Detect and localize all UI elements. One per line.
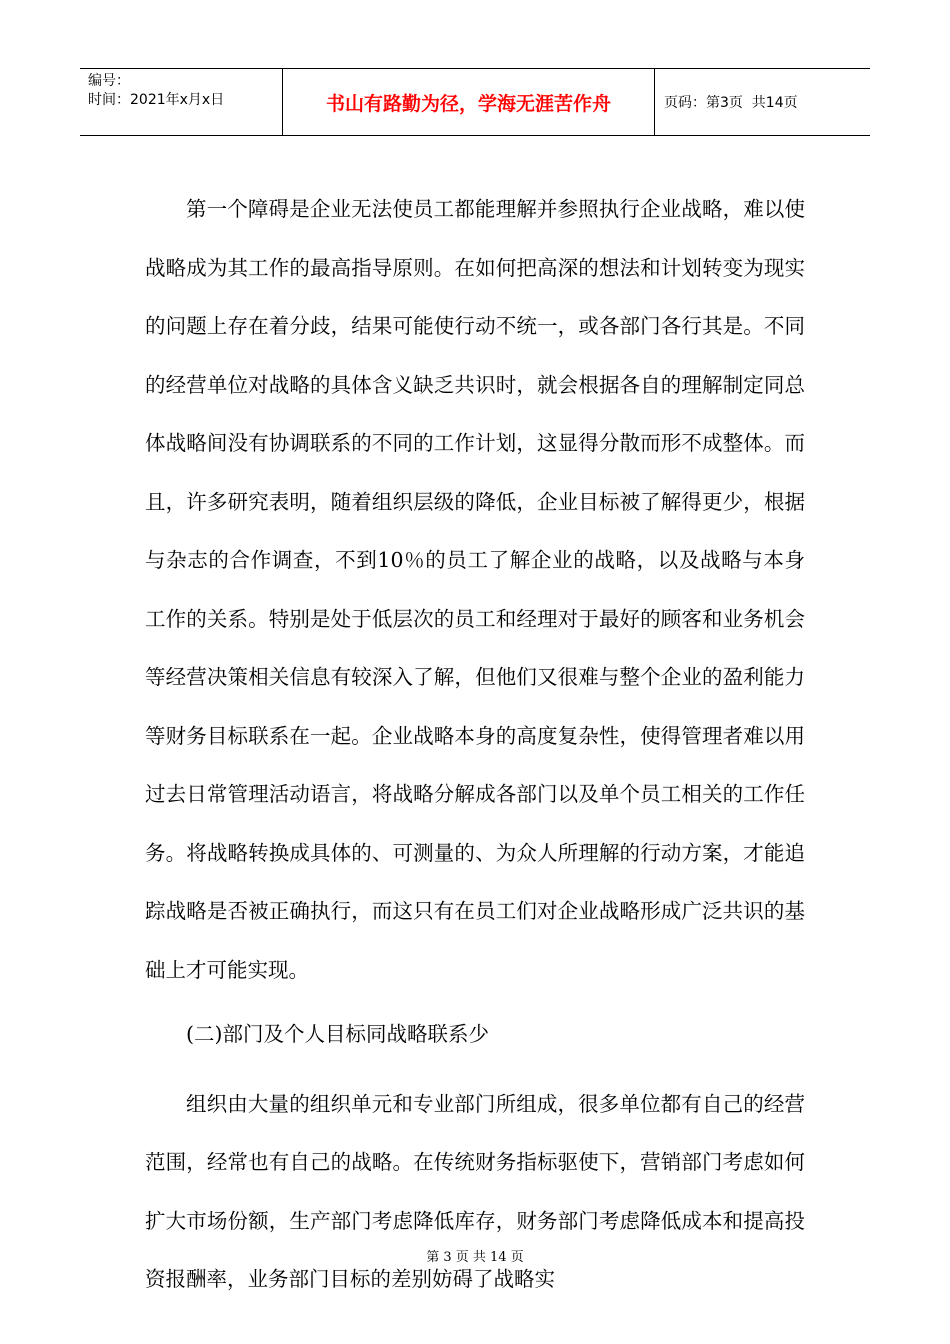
page-footer: 第 3 页 共 14 页 xyxy=(426,1250,524,1265)
header-page-info: 页码：第3页 共14页 xyxy=(664,95,798,111)
header-motto: 书山有路勤为径，学海无涯苦作舟 xyxy=(325,92,611,115)
body-paragraph: 第一个障碍是企业无法使员工都能理解并参照执行企业战略，难以使战略成为其工作的最高指导原则。在如何把高深的想法和计划转变为现实的问题上存在着分歧，结果可能使行动不统一，或各部门各行其是。不同的经营单位对战略的具体含义缺乏共识时，就会根据各自的理解制定同总体战略间没有协调联系的不同的工作计划，这显得分散而形不成整体。而且，许多研究表明，随着组织层级的降低，企业目标被了解得更少，根据 与杂志的合作调查，不到10％的员工了解企业的战略，以及战略与本身工作的关系。特别是处于低层次的员工和经理对于最好的顾客和业务机会等经营决策相关信息有较深入了解，但他们又很难与整个企业的盈利能力等财务目标联系在一起。企业战略本身的高度复杂性，使得管理者难以用过去日常管理活动语言，将战略分解成各部门以及单个员工相关的工作任务。将战略转换成具体的、可测量的、为众人所理解的行动方案，才能追踪战略是否被正确执行，而这只有在员工们对企业战略形成广泛共识的基础上才可能实现。 xyxy=(145,197,826,982)
document-number-label: 编号： xyxy=(88,73,130,89)
header-motto-cell xyxy=(283,69,655,135)
body-paragraph: 组织由大量的组织单元和专业部门所组成，很多单位都有自己的经营范围，经常也有自己的战略。在传统财务指标驱使下，营销部门考虑如何扩大市场份额，生产部门考虑降低库存，财务部门考虑降低成本和提高投资报酬率，业务部门目标的差别妨碍了战略实 xyxy=(145,1091,805,1291)
document-body xyxy=(145,180,826,1309)
header-meta-cell xyxy=(80,69,283,135)
section-heading: (二)部门及个人目标同战略联系少 xyxy=(186,1022,489,1046)
page-header xyxy=(80,68,870,136)
header-page-cell xyxy=(655,69,870,135)
document-date-label: 时间：2021年x月x日 xyxy=(88,92,225,108)
